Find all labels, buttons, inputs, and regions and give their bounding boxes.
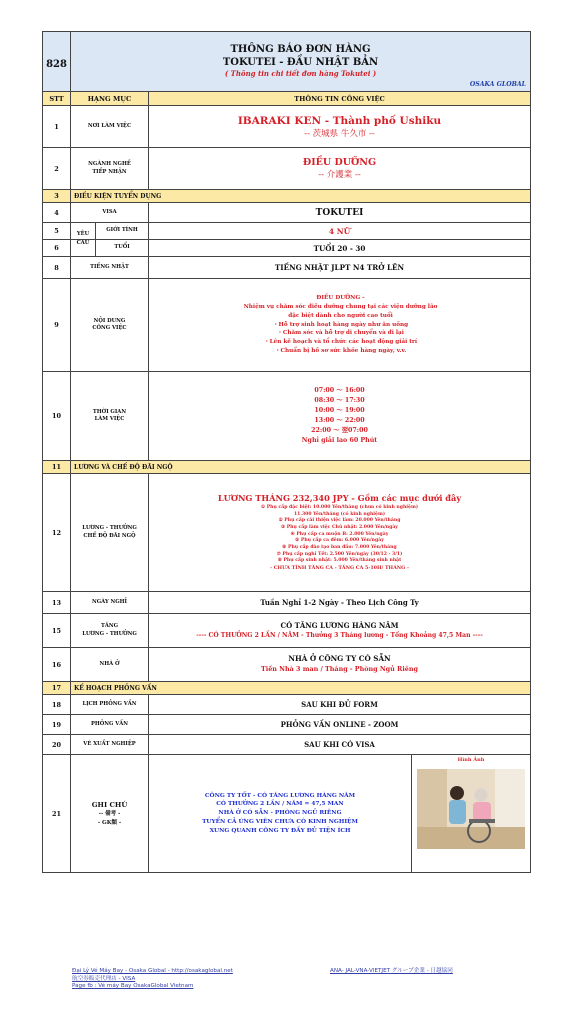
label-line: THỜI GIAN [92,408,127,415]
job-line: ĐIỀU DƯỠNG - [316,295,365,302]
row-label [71,372,149,461]
row-no: 3 [43,190,71,203]
age-label-box [95,240,148,256]
row-value [149,279,531,372]
section-title: KẾ HOẠCH PHỎNG VẤN [71,682,531,695]
footer-links [72,968,233,991]
row-value: PHỎNG VẤN ONLINE - ZOOM [149,715,531,735]
footer-agency-link[interactable]: Đại Lý Vé Máy Bay - Osaka Global - http://osakaglobal.net [72,968,233,974]
wheelchair-seat [469,819,495,823]
section-title: LƯƠNG VÀ CHẾ ĐỘ ĐÃI NGỘ [71,461,531,474]
patient-head [475,789,488,802]
row-notes [43,755,531,873]
row-departure [43,735,531,755]
break-line: Nghỉ giải lao 60 Phút [301,437,378,445]
row-raise-bonus [43,614,531,648]
page-title: THÔNG BÁO ĐƠN HÀNG [230,44,371,56]
raise-line: CÓ TĂNG LƯƠNG HÀNG NĂM [280,620,399,630]
workplace-line2: -- 茨城県 牛久市 -- [304,128,375,139]
allowance-line: ⑤ Phụ cấp ca đêm: 6.000 Yên/ngày [295,538,384,544]
row-days-off [43,592,531,614]
requirement-group-label [71,240,95,256]
housing-line2: Tiền Nhà 3 man / Tháng - Phòng Ngủ Riêng [261,665,418,674]
row-no: 4 [43,203,71,223]
col-info: THÔNG TIN CÔNG VIỆC [149,92,531,106]
caregiver-body [449,800,466,824]
row-industry [43,148,531,190]
section-interview-plan [43,682,531,695]
order-table [42,31,531,873]
label-line: CHẾ ĐỘ ĐÃI NGỘ [83,532,136,539]
row-housing [43,648,531,682]
row-label [71,474,149,592]
allowance-line: 11.300 Yên/tháng (có kinh nghiệm) [293,511,386,517]
row-value: TOKUTEI [149,203,531,223]
row-value [149,106,531,148]
age-label: TUỔI [114,244,130,251]
row-label [71,148,149,190]
job-line: ・Lên kế hoạch và tổ chức các hoạt động giải trí [263,339,418,346]
allowance-line: ① Phụ cấp đặc biệt: 10.000 Yên/tháng (chưa có kinh nghiệm) [261,505,418,511]
row-interview [43,715,531,735]
row-value [149,474,531,592]
label-line: TĂNG [100,623,119,630]
job-line: Nhiệm vụ chăm sóc điều dưỡng chung tại các viện dưỡng lão [243,303,438,310]
row-no: 20 [43,735,71,755]
order-number-cell [43,32,71,92]
row-value [149,648,531,682]
row-label: VÉ XUẤT NGHIỆP [71,735,149,755]
row-label: TIẾNG NHẬT [71,257,149,279]
label-line: LÀM VIỆC [94,416,125,422]
row-working-hours [43,372,531,461]
label-line: LƯƠNG - THƯỞNG [82,630,137,637]
row-value: SAU KHI ĐỦ FORM [149,695,531,715]
job-line: ・Chuẩn bị hồ sơ sức khỏe hàng ngày, v.v. [274,348,407,355]
label-line: CÔNG VIỆC [92,325,127,331]
row-no: 13 [43,592,71,614]
row-interview-schedule [43,695,531,715]
row-value [149,148,531,190]
row-label: NHÀ Ở [71,648,149,682]
shift-line: 08:30 ～ 17:30 [314,396,365,404]
row-no: 16 [43,648,71,682]
row-value [149,614,531,648]
requirement-word: YÊU [76,230,90,237]
shift-line: 13:00 ～ 22:00 [314,417,365,424]
bonus-line: ---- CÓ THƯỞNG 2 LẦN / NĂM - Thưởng 3 Tháng lương - Tổng Khoảng 47,5 Man ---- [196,632,483,640]
requirement-word: CẦU [76,240,90,246]
row-label: VISA [71,203,149,223]
row-no: 6 [43,240,71,257]
row-label [71,755,149,873]
page-title-2: TOKUTEI - ĐẦU NHẬT BẢN [222,56,379,68]
row-no: 8 [43,257,71,279]
row-job-content [43,279,531,372]
row-no: 11 [43,461,71,474]
row-label [71,279,149,372]
requirement-group-label [71,223,95,239]
label-line: NGÀNH NGHỀ [88,161,131,168]
row-no: 12 [43,474,71,592]
row-no: 9 [43,279,71,372]
row-no: 1 [43,106,71,148]
footer-airlines-link[interactable]: ANA- JAL-VNA-VIETJET グループ企業 - 日越協同 [330,968,453,974]
shift-line: 07:00 ～ 16:00 [314,386,365,394]
row-no: 21 [43,755,71,873]
row-no: 17 [43,682,71,695]
label-line: NỘI DUNG [93,317,126,324]
row-value [149,372,531,461]
note-line: XUNG QUANH CÔNG TY ĐẦY ĐỦ TIỆN ÍCH [209,827,351,834]
row-label [71,240,149,257]
section-recruit-conditions [43,190,531,203]
label-line: -- 備考 - [98,811,121,818]
row-value: Tuần Nghỉ 1-2 Ngày - Theo Lịch Công Ty [149,592,531,614]
job-line: đặc biệt dành cho người cao tuổi [288,312,393,319]
gender-label-box [95,223,148,239]
row-no: 15 [43,614,71,648]
notes-text [149,755,411,872]
brand-label: OSAKA GLOBAL [469,81,527,88]
label-line: LƯƠNG - THƯỞNG [82,525,137,532]
allowance-line: ④ Phụ cấp ca muộn B: 2.000 Yên/ngày [290,531,389,537]
gender-label: GIỚI TÍNH [106,227,138,234]
row-gender [43,223,531,240]
row-label: LỊCH PHỎNG VẤN [71,695,149,715]
row-label: NGÀY NGHỈ [71,592,149,614]
allowance-line: ② Phụ cấp cải thiện việc làm: 20.000 Yên/tháng [278,518,401,524]
order-number: 828 [46,59,67,70]
row-no: 5 [43,223,71,240]
note-line: CÓ THƯỞNG 2 LẦN / NĂM = 47,5 MAN [216,801,344,808]
overtime-note: - CHƯA TÍNH TĂNG CA - TĂNG CA 5-10H/ THÁNG - [270,564,409,571]
row-no: 10 [43,372,71,461]
row-value: 4 NỮ [149,223,531,240]
footer-agency-jp-link[interactable]: 航空券販売代理店 - VISA [72,975,136,982]
allowance-line: ③ Phụ cấp làm việc Chủ nhật: 2.000 Yên/ngày [281,524,398,530]
notes-image-box [411,755,530,872]
row-label: PHỎNG VẤN [71,715,149,735]
shift-line: 22:00 ～ 翌07:00 [311,427,368,435]
salary-headline: LƯƠNG THÁNG 232,340 JPY - Gồm các mục dưới đây [217,493,462,504]
page-subtitle: ( Thông tin chi tiết đơn hàng Tokutei ) [224,69,377,79]
row-value: SAU KHI CÓ VISA [149,735,531,755]
row-age [43,240,531,257]
note-line: CÔNG TY TỐT - CÓ TĂNG LƯƠNG HÀNG NĂM [204,792,356,799]
footer-facebook-link[interactable]: Page fb : Vé máy Bay OsakaGlobal Vietnam [72,983,194,990]
allowance-line: ⑥ Phụ cấp đào tạo ban đầu: 7.000 Yên/tháng [282,544,397,550]
housing-line1: NHÀ Ở CÔNG TY CÓ SẴN [288,654,391,664]
row-visa [43,203,531,223]
row-label: NƠI LÀM VIỆC [71,106,149,148]
row-workplace [43,106,531,148]
label-line: GHI CHÚ [91,801,128,810]
image-caption: Hình Ảnh [457,757,485,763]
title-cell [71,32,531,92]
row-label [71,614,149,648]
allowance-line: ⑧ Phụ cấp sinh nhật: 5.000 Yên/tháng sinh nhật [277,558,402,564]
row-japanese [43,257,531,279]
row-salary [43,474,531,592]
industry-line2: -- 介護業 -- [318,170,361,180]
column-header-row [43,92,531,106]
row-value: TUỔI 20 - 30 [149,240,531,257]
industry-line1: ĐIỀU DƯỠNG [302,157,377,168]
row-no: 2 [43,148,71,190]
job-line: ・Hỗ trợ sinh hoạt hàng ngày như ăn uống [272,321,409,328]
col-item: HẠNG MỤC [71,92,149,106]
section-title: ĐIỀU KIỆN TUYỂN DỤNG [71,190,531,203]
label-line: TIẾP NHẬN [92,168,127,175]
note-line: TUYỂN CẢ ỨNG VIÊN CHƯA CÓ KINH NGHIỆM [202,818,358,825]
label-line: - GK類 - [97,819,122,826]
section-salary [43,461,531,474]
job-line: ・Chăm sóc và hỗ trợ di chuyển và đi lại [277,330,404,337]
shift-line: 10:00 ～ 19:00 [314,406,365,414]
col-stt: STT [43,92,71,106]
row-no: 19 [43,715,71,735]
caregiver-head [450,786,464,800]
note-line: NHÀ Ở CÓ SẴN - PHÒNG NGỦ RIÊNG [218,810,342,817]
allowance-line: ⑦ Phụ cấp nghỉ Tết: 2.500 Yên/ngày (30/12 - 3/1) [276,551,403,557]
row-value: TIẾNG NHẬT JLPT N4 TRỞ LÊN [149,257,531,279]
row-value [149,755,531,873]
header-row [43,32,531,92]
workplace-line1: IBARAKI KEN - Thành phố Ushiku [237,114,442,127]
care-worker-photo [417,769,525,849]
row-no: 18 [43,695,71,715]
row-label [71,223,149,240]
